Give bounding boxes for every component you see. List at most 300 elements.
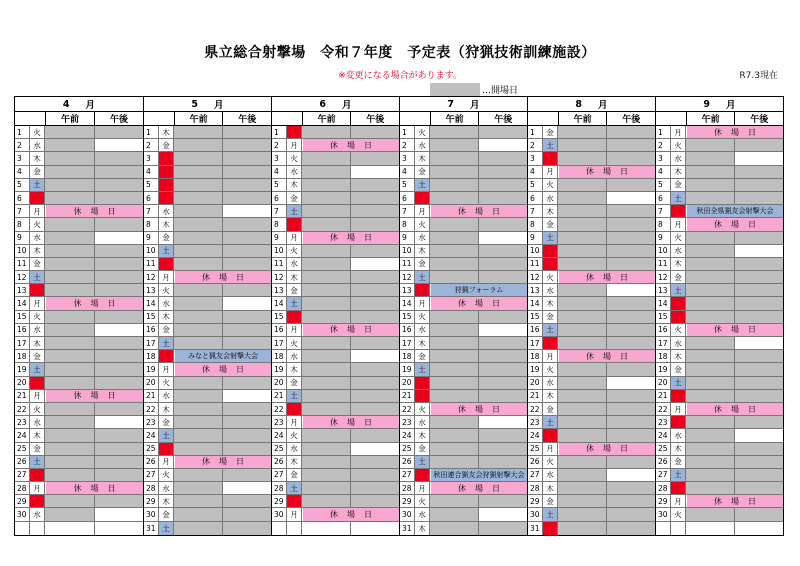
am-slot: [45, 350, 94, 362]
day-slots: [558, 297, 655, 309]
day-number: 2: [15, 139, 30, 151]
am-slot: [302, 429, 350, 441]
weekday: 木: [543, 205, 558, 217]
pm-slot: [606, 377, 655, 389]
pm-slot: [606, 205, 655, 217]
day-row: [656, 166, 783, 179]
day-row: [144, 152, 271, 165]
am-slot: [302, 377, 350, 389]
pm-slot: [606, 311, 655, 323]
day-row: [144, 482, 271, 495]
weekday: 月: [287, 508, 302, 520]
day-slots: [174, 192, 271, 204]
weekday: 火: [30, 218, 45, 230]
pm-slot: [350, 469, 399, 481]
day-slots: [174, 429, 271, 441]
am-header: 午前: [303, 112, 352, 125]
pm-slot: [478, 126, 527, 138]
day-slots: [174, 271, 271, 283]
day-slots: [45, 311, 143, 323]
day-slots: [686, 258, 783, 270]
day-number: 25: [272, 443, 287, 455]
day-slots: [302, 232, 399, 244]
pm-slot: [606, 139, 655, 151]
am-slot: [302, 456, 350, 468]
day-row: [272, 416, 399, 429]
day-row: [144, 192, 271, 205]
am-slot: [45, 456, 94, 468]
am-slot: [45, 126, 94, 138]
day-number: 13: [656, 284, 671, 296]
event-label: 秋田連合猟友会狩猟射撃大会: [431, 469, 527, 481]
weekday: 月: [671, 495, 686, 507]
day-row: [144, 179, 271, 192]
weekday: 金: [287, 284, 302, 296]
am-slot: [174, 139, 222, 151]
pm-slot: [94, 508, 144, 520]
pm-slot: [350, 218, 399, 230]
day-number: 16: [656, 324, 671, 336]
day-slots: [45, 258, 143, 270]
day-slots: [174, 416, 271, 428]
pm-slot: [478, 218, 527, 230]
day-slots: [302, 469, 399, 481]
day-row: [528, 232, 655, 245]
weekday: 月: [30, 482, 45, 494]
day-slots: [558, 166, 655, 178]
am-slot: [45, 218, 94, 230]
weekday: 月: [30, 297, 45, 309]
day-row: [528, 416, 655, 429]
day-number: 2: [144, 139, 159, 151]
day-slots: [430, 390, 527, 402]
month-number: 5: [191, 98, 199, 110]
day-number: 25: [144, 443, 159, 455]
weekday: 日: [159, 166, 174, 178]
pm-slot: [350, 297, 399, 309]
day-number: 29: [656, 495, 671, 507]
pm-slot: [606, 284, 655, 296]
closed-day-label: 休場日: [559, 443, 655, 455]
am-header: 午前: [46, 112, 95, 125]
weekday: 土: [415, 179, 430, 191]
day-number: 10: [656, 245, 671, 257]
pm-slot: [350, 192, 399, 204]
day-row: [656, 508, 783, 521]
weekday: 木: [415, 245, 430, 257]
am-slot: [686, 232, 734, 244]
day-slots: [686, 350, 783, 362]
weekday: 月: [415, 205, 430, 217]
weekday: 水: [159, 482, 174, 494]
am-slot: [45, 139, 94, 151]
day-slots: [174, 139, 271, 151]
closed-day-label: 休場日: [687, 324, 783, 336]
day-number: 17: [400, 337, 415, 349]
day-row: [400, 522, 527, 535]
day-slots: [558, 284, 655, 296]
weekday: 月: [671, 218, 686, 230]
day-number: 28: [528, 482, 543, 494]
day-number: 26: [144, 456, 159, 468]
pm-slot: [350, 258, 399, 270]
day-row: [656, 377, 783, 390]
pm-slot: [94, 232, 144, 244]
day-row: [528, 297, 655, 310]
day-number: 2: [400, 139, 415, 151]
day-slots: [686, 218, 783, 230]
day-number: 16: [272, 324, 287, 336]
day-row: [656, 390, 783, 403]
day-slots: [302, 522, 399, 535]
pm-slot: [350, 271, 399, 283]
am-slot: [302, 482, 350, 494]
day-slots: [174, 377, 271, 389]
weekday: 金: [415, 350, 430, 362]
weekday: 金: [159, 416, 174, 428]
pm-slot: [734, 179, 783, 191]
am-slot: [558, 495, 606, 507]
day-row: [656, 232, 783, 245]
day-slots: [686, 166, 783, 178]
am-slot: [558, 179, 606, 191]
day-number: 9: [400, 232, 415, 244]
day-number: 29: [400, 495, 415, 507]
pm-slot: [606, 258, 655, 270]
weekday: 金: [543, 126, 558, 138]
day-slots: [558, 508, 655, 520]
day-row: [656, 324, 783, 337]
weekday: 金: [543, 311, 558, 323]
day-row: [15, 179, 143, 192]
day-row: [15, 297, 143, 310]
pm-slot: [606, 522, 655, 535]
am-slot: [686, 469, 734, 481]
day-number: 9: [144, 232, 159, 244]
day-slots: [558, 377, 655, 389]
weekday: 金: [415, 166, 430, 178]
day-slots: [558, 429, 655, 441]
day-row: [272, 403, 399, 416]
pm-slot: [350, 152, 399, 164]
weekday: 木: [415, 429, 430, 441]
day-slots: [558, 271, 655, 283]
weekday: 金: [159, 324, 174, 336]
pm-slot: [222, 179, 271, 191]
day-number: 6: [528, 192, 543, 204]
day-row: [144, 403, 271, 416]
day-number: 28: [400, 482, 415, 494]
weekday: 日: [671, 297, 686, 309]
day-row: [272, 166, 399, 179]
am-slot: [686, 139, 734, 151]
weekday: 木: [30, 429, 45, 441]
month-number: 7: [447, 98, 455, 110]
am-slot: [45, 429, 94, 441]
pm-slot: [350, 522, 399, 535]
day-row: [272, 443, 399, 456]
day-row: [15, 508, 143, 521]
day-slots: [302, 297, 399, 309]
weekday: 火: [415, 403, 430, 415]
am-slot: [686, 363, 734, 375]
weekday: 月: [415, 297, 430, 309]
pm-slot: [734, 350, 783, 362]
weekday: 火: [415, 126, 430, 138]
closed-day-label: 休場日: [687, 403, 783, 415]
day-row: [528, 443, 655, 456]
day-slots: [686, 245, 783, 257]
closed-day-label: 休場日: [687, 495, 783, 507]
day-row: [656, 271, 783, 284]
weekday: 水: [30, 508, 45, 520]
day-number: 23: [144, 416, 159, 428]
am-slot: [302, 311, 350, 323]
day-row: [144, 284, 271, 297]
pm-slot: [222, 522, 271, 535]
day-number: 6: [272, 192, 287, 204]
day-slots: [686, 429, 783, 441]
day-row: [144, 337, 271, 350]
am-slot: [686, 311, 734, 323]
weekday: 木: [543, 297, 558, 309]
am-slot: [302, 179, 350, 191]
day-slots: [45, 218, 143, 230]
weekday: 木: [159, 218, 174, 230]
pm-slot: [94, 324, 144, 336]
day-number: 14: [528, 297, 543, 309]
am-slot: [45, 443, 94, 455]
weekday: 水: [30, 324, 45, 336]
weekday: 日: [543, 429, 558, 441]
day-number: 1: [15, 126, 30, 138]
day-number: 8: [656, 218, 671, 230]
day-number: 24: [144, 429, 159, 441]
day-row: [144, 311, 271, 324]
am-slot: [686, 350, 734, 362]
am-slot: [686, 429, 734, 441]
am-slot: [686, 271, 734, 283]
day-slots: [174, 443, 271, 455]
weekday: 金: [415, 258, 430, 270]
day-slots: [558, 390, 655, 402]
day-number: 27: [144, 469, 159, 481]
day-row: [144, 297, 271, 310]
day-row: [15, 469, 143, 482]
pm-slot: [734, 297, 783, 309]
day-row: [15, 482, 143, 495]
day-number: 31: [528, 522, 543, 535]
day-slots: [45, 192, 143, 204]
month-column: [399, 97, 527, 535]
day-row: [272, 179, 399, 192]
weekday: 土: [671, 192, 686, 204]
day-row: [144, 258, 271, 271]
weekday: 水: [159, 390, 174, 402]
day-slots: [174, 297, 271, 309]
day-slots: [45, 508, 143, 520]
day-number: 20: [272, 377, 287, 389]
closed-day-label: 休場日: [431, 403, 527, 415]
pm-slot: [734, 245, 783, 257]
day-slots: [45, 377, 143, 389]
am-slot: [430, 363, 478, 375]
day-number: 23: [400, 416, 415, 428]
am-slot: [558, 508, 606, 520]
day-row: [400, 205, 527, 218]
day-row: [528, 363, 655, 376]
day-number: 4: [400, 166, 415, 178]
day-number: 12: [400, 271, 415, 283]
day-number: 14: [272, 297, 287, 309]
day-row: [656, 311, 783, 324]
day-row: [528, 258, 655, 271]
day-number: 16: [400, 324, 415, 336]
pm-header: 午後: [622, 115, 641, 125]
closed-day-label: 休場日: [303, 139, 399, 151]
pm-slot: [734, 469, 783, 481]
am-slot: [45, 522, 94, 535]
day-slots: [558, 443, 655, 455]
day-row: [656, 297, 783, 310]
day-row: [15, 192, 143, 205]
weekday: 火: [415, 311, 430, 323]
day-number: 7: [272, 205, 287, 217]
pm-slot: [734, 192, 783, 204]
weekday: 月: [415, 482, 430, 494]
day-number: 24: [272, 429, 287, 441]
pm-slot: [222, 297, 271, 309]
day-row: [656, 350, 783, 363]
day-slots: [174, 363, 271, 375]
weekday: 火: [159, 192, 174, 204]
am-slot: [430, 324, 478, 336]
weekday: 火: [415, 495, 430, 507]
weekday: 土: [159, 337, 174, 349]
pm-slot: [350, 363, 399, 375]
day-slots: [558, 139, 655, 151]
weekday: 日: [159, 350, 174, 362]
month-number: 4: [62, 98, 70, 110]
day-row: [528, 179, 655, 192]
am-slot: [558, 126, 606, 138]
weekday: 日: [415, 284, 430, 296]
closed-day-label: 休場日: [46, 482, 143, 494]
weekday: 火: [159, 469, 174, 481]
day-number: 2: [272, 139, 287, 151]
day-number: 15: [400, 311, 415, 323]
pm-slot: [94, 166, 144, 178]
day-number: 24: [15, 429, 30, 441]
am-slot: [558, 192, 606, 204]
weekday: 木: [671, 258, 686, 270]
weekday: 土: [415, 456, 430, 468]
day-row: [528, 271, 655, 284]
am-slot: [174, 232, 222, 244]
day-slots: [45, 324, 143, 336]
pm-slot: [94, 443, 144, 455]
weekday: 土: [671, 469, 686, 481]
day-row: [144, 416, 271, 429]
day-row: [15, 126, 143, 139]
am-slot: [430, 166, 478, 178]
am-slot: [302, 495, 350, 507]
weekday: 金: [30, 166, 45, 178]
day-row: [528, 390, 655, 403]
schedule-grid: [14, 96, 784, 536]
am-slot: [430, 126, 478, 138]
pm-header: 午後: [366, 115, 385, 125]
pm-slot: [606, 179, 655, 191]
am-slot: [45, 337, 94, 349]
weekday: 金: [543, 218, 558, 230]
pm-slot: [222, 482, 271, 494]
day-slots: [686, 443, 783, 455]
pm-slot: [478, 337, 527, 349]
pm-slot: [350, 429, 399, 441]
day-row: [528, 324, 655, 337]
am-slot: [302, 297, 350, 309]
pm-slot: [350, 377, 399, 389]
day-slots: [430, 363, 527, 375]
day-slots: [686, 390, 783, 402]
weekday: 月: [159, 456, 174, 468]
day-row: [272, 152, 399, 165]
day-number: 8: [144, 218, 159, 230]
am-slot: [302, 363, 350, 375]
pm-slot: [222, 126, 271, 138]
day-row: [400, 324, 527, 337]
day-slots: [174, 284, 271, 296]
pm-slot: [606, 232, 655, 244]
day-slots: [430, 192, 527, 204]
period-header: [400, 112, 527, 126]
pm-slot: [478, 522, 527, 535]
day-number: 27: [400, 469, 415, 481]
day-slots: [302, 390, 399, 402]
day-row: [15, 416, 143, 429]
weekday: 日: [287, 218, 302, 230]
am-slot: [430, 152, 478, 164]
pm-slot: [734, 390, 783, 402]
am-slot: [686, 377, 734, 389]
day-row: [272, 271, 399, 284]
am-slot: [174, 443, 222, 455]
weekday: 月: [543, 350, 558, 362]
day-number: 19: [656, 363, 671, 375]
pm-slot: [222, 469, 271, 481]
day-slots: [686, 469, 783, 481]
day-number: 15: [528, 311, 543, 323]
day-row: [528, 350, 655, 363]
day-row: [272, 508, 399, 521]
day-slots: [45, 297, 143, 309]
am-slot: [558, 377, 606, 389]
day-slots: [558, 324, 655, 336]
weekday: 土: [159, 522, 174, 535]
pm-slot: [606, 390, 655, 402]
weekday: 木: [415, 522, 430, 535]
am-slot: [558, 337, 606, 349]
weekday: 水: [543, 469, 558, 481]
day-number: 17: [144, 337, 159, 349]
day-row: [272, 469, 399, 482]
pm-slot: [222, 218, 271, 230]
am-slot: [558, 403, 606, 415]
weekday: 金: [543, 403, 558, 415]
day-slots: [430, 403, 527, 415]
day-row: [400, 456, 527, 469]
